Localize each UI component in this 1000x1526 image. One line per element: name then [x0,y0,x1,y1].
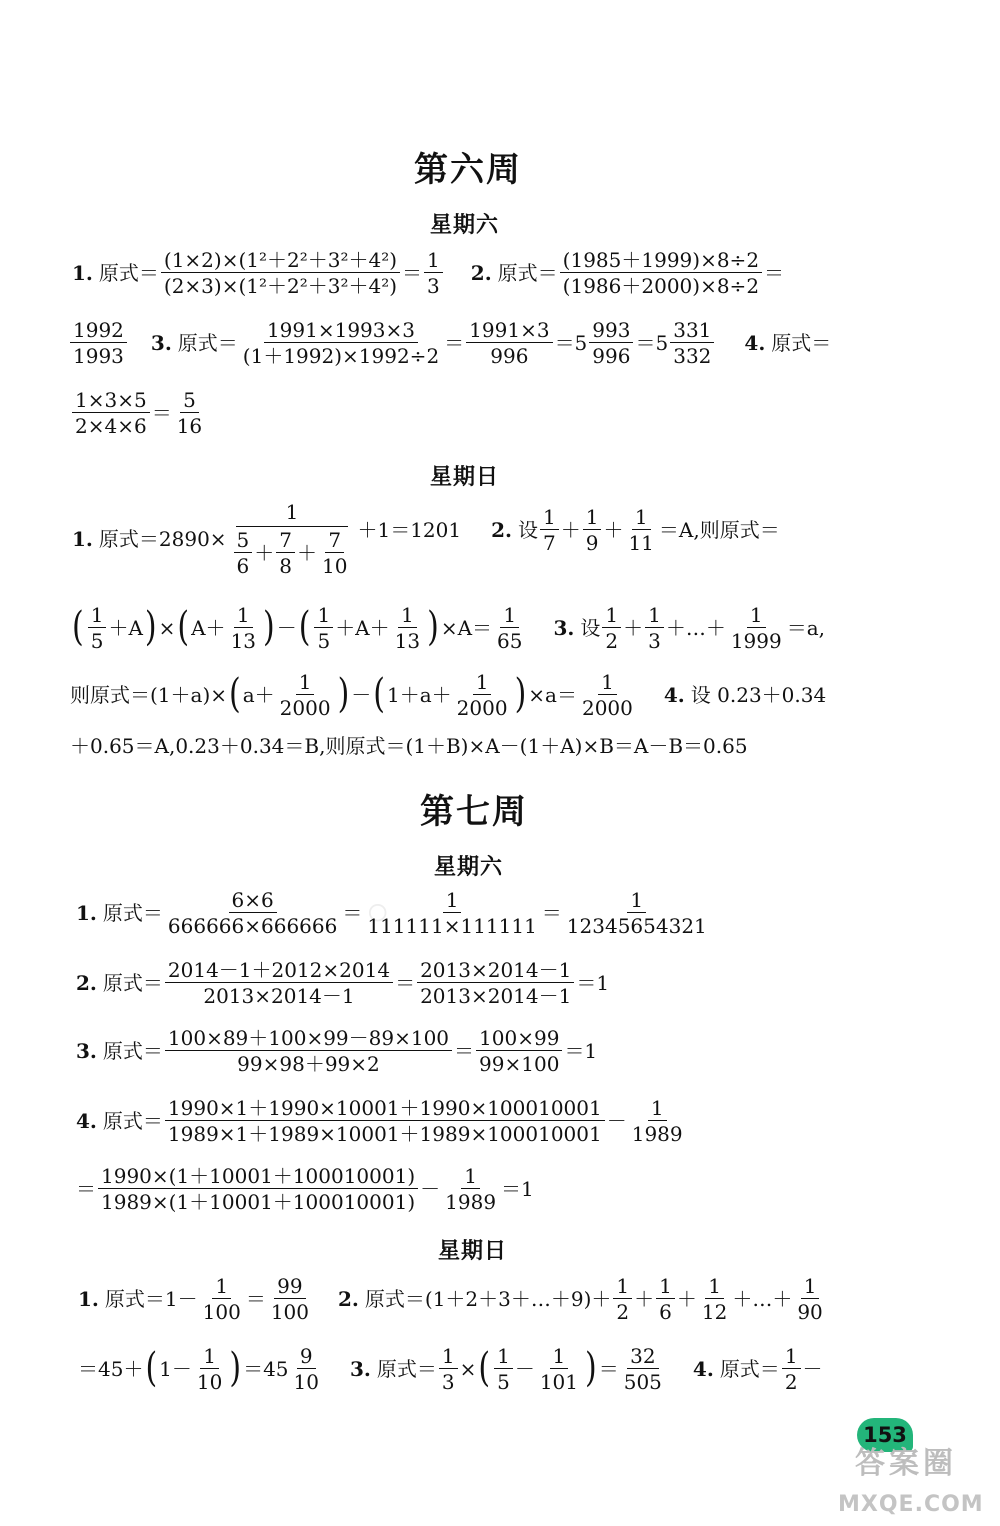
numerator: 1 [540,507,559,530]
denominator: 2000 [456,696,508,720]
fraction [98,1166,418,1212]
times: × [459,1357,477,1381]
fraction [392,605,423,651]
denominator: 10 [322,554,348,578]
item-number: 3. [349,1357,371,1381]
paren-left: ( [72,603,84,651]
paren-left: ( [177,603,190,651]
plus: ＋…＋ [665,616,726,640]
fraction [583,507,602,553]
fraction [165,1098,605,1144]
numerator: 6×6 [229,890,277,913]
text: 原式＝ [102,971,163,995]
w7-sat-line5 [76,1166,534,1212]
numerator: 1 [613,1276,632,1299]
equals: ＝45 [243,1357,289,1381]
equals: ＝ [402,261,423,285]
text: 原式＝ [771,331,832,355]
item-number: 2. [76,971,97,995]
denominator: 2000 [581,696,633,720]
paren-right: ) [263,603,275,651]
fraction [268,1276,312,1322]
item-number: 1. [72,261,93,285]
text: ＋ [603,518,624,542]
numerator: 993 [589,320,633,343]
fraction [228,605,259,651]
denominator: 7 [542,531,556,555]
numerator: 5 [180,390,199,413]
numerator: 1 [747,605,766,628]
w6-sun-line3 [70,672,826,718]
denominator: 99×100 [479,1052,560,1076]
paren-right: ) [427,603,439,651]
denominator: 16 [176,414,203,438]
text: ＋ [254,541,275,565]
numerator: 100×99 [476,1028,562,1051]
text: ＝45＋ [78,1357,144,1381]
fraction [424,250,443,296]
w7-sun-line1 [78,1276,828,1322]
numerator: 1 [212,1276,231,1299]
denominator: 100 [202,1300,241,1324]
denominator: 101 [539,1370,579,1394]
item-number: 1. [72,527,93,551]
denominator: (1＋1992)×1992÷2 [242,344,440,368]
minus: － [514,1357,535,1381]
fraction [174,390,205,436]
text: 原式＝ [497,261,558,285]
fraction [88,605,107,651]
numerator: 1 [439,1346,458,1369]
text: 原式＝ [719,1357,780,1381]
numerator: 1990×(1＋10001＋100010001) [98,1166,418,1189]
item-number: 1. [78,1287,99,1311]
numerator: 1 [627,890,646,913]
fraction [234,530,253,576]
fraction [494,605,525,651]
equals: ＝ [151,401,172,425]
numerator: 1 [632,507,651,530]
fraction [589,320,633,366]
complex-fraction [229,502,356,576]
minus: － [276,616,297,640]
denominator: 13 [230,629,257,653]
numerator: 1 [88,605,107,628]
numerator: 1 [656,1276,675,1299]
equals: ＝1 [501,1177,534,1201]
minus: － [606,1109,627,1133]
numerator: 1 [598,672,617,695]
equals: ＝ [541,901,562,925]
equals: ＝ [395,971,416,995]
watermark-url: MXQE.COM [838,1492,984,1517]
text: 原式＝ [177,331,238,355]
w6-sun-line2 [70,605,825,651]
denominator: (1986＋2000)×8÷2 [562,274,760,298]
equals: ＝1 [576,971,610,995]
numerator: 1 [398,605,417,628]
equals: ＝ [598,1357,619,1381]
fraction [70,320,127,366]
denominator: 996 [490,344,529,368]
fraction [670,320,714,366]
paren-left: ( [478,1344,491,1392]
numerator: 1 [236,502,349,527]
denominator: 3 [648,629,661,653]
denominator: 12 [701,1300,728,1324]
denominator: 996 [592,344,631,368]
fraction [728,605,785,651]
plus: ＋ [634,1287,655,1311]
fraction [161,250,400,296]
numerator: 1 [705,1276,724,1299]
fraction [621,1346,665,1392]
text: A＋ [191,616,226,640]
paren-right: ) [144,603,157,651]
denominator: 1989×1＋1989×10001＋1989×100010001 [167,1122,602,1146]
fraction [417,960,574,1006]
item-number: 1. [76,901,97,925]
text: ＋A [108,616,143,640]
fraction [165,960,393,1006]
fraction [165,890,340,936]
w6-sun-line1 [72,502,780,576]
paren-left: ( [229,670,241,718]
fraction [291,1346,322,1392]
text: 原式＝ [102,1039,163,1063]
equals: ＝ [444,331,465,355]
text: a＋ [242,683,275,707]
text: 1＋a＋ [387,683,452,707]
denominator: 9 [585,531,599,555]
fraction [194,1346,225,1392]
w6-sun-line4 [70,736,748,756]
denominator: 2 [605,629,619,653]
equals: ＝ [764,261,785,285]
denominator: 8 [279,554,293,578]
paren-left: ( [373,670,386,718]
denominator: 11 [628,531,654,555]
text: 原式＝ [98,261,159,285]
fraction [629,1098,686,1144]
plus: ＋…＋ [732,1287,793,1311]
denominator: 6 [236,554,250,578]
week6-title: 第六周 [414,150,522,190]
numerator: 1990×1＋1990×10001＋1990×100010001 [165,1098,605,1121]
item-number: 4. [744,331,766,355]
denominator: 5 [497,1370,510,1394]
page-number-badge: 153 [857,1418,913,1452]
denominator: 1989×(1＋10001＋100010001) [101,1190,416,1214]
numerator: (1985＋1999)×8÷2 [560,250,762,273]
watermark-logo: 答案圈 [855,1446,957,1481]
week7-title: 第七周 [420,792,528,832]
numerator: 1 [296,672,315,695]
paren-right: ) [337,670,350,718]
minus: － [420,1177,441,1201]
times: × [158,616,176,640]
numerator: 1991×3 [466,320,552,343]
text: ＋1＝1201 [357,518,462,542]
fraction [613,1276,632,1322]
denominator: 1989 [445,1190,497,1214]
item-number: 3. [76,1039,97,1063]
w7-sat-line4 [76,1098,688,1144]
w6-sat-line3 [70,390,207,436]
numerator: 2013×2014－1 [417,960,574,983]
paren-right: ) [585,1344,597,1392]
w6-sat-line2 [68,320,831,366]
fraction [602,605,621,651]
fraction [314,605,333,651]
numerator: 1992 [70,320,127,343]
text: 原式＝(1＋2＋3＋…＋9)＋ [364,1287,612,1311]
text: ＋ [560,518,581,542]
fraction [442,1166,499,1212]
item-number: 2. [491,518,512,542]
numerator: 1 [461,1166,480,1189]
w6-sat-line1 [72,250,784,296]
w7-sat-line2 [76,960,609,1006]
numerator: 1991×1993×3 [264,320,418,343]
numerator: 1 [424,250,443,273]
fraction [364,890,539,936]
fraction [476,1028,562,1074]
numerator: 1 [602,605,621,628]
text: 原式＝ [102,1109,163,1133]
text: 原式＝1－ [104,1287,198,1311]
fraction [782,1346,801,1392]
text: ×a＝ [528,683,577,707]
numerator: 7 [276,530,295,553]
item-number: 2. [470,261,492,285]
text: 原式＝ [376,1357,437,1381]
denominator: 111111×111111 [367,914,537,938]
minus: － [351,683,372,707]
numerator: 1 [550,1346,569,1369]
fraction [579,672,636,718]
paren-left: ( [145,1344,158,1392]
numerator: 1 [782,1346,801,1369]
denominator: 2 [784,1370,798,1394]
numerator: (1×2)×(1²＋2²＋3²＋4²) [161,250,400,273]
denominator: 2013×2014－1 [203,984,355,1008]
numerator: 1 [473,672,492,695]
minus: － [802,1357,823,1381]
denominator: 5 [317,629,331,653]
text: 设 [580,616,601,640]
sum-expr [518,507,780,553]
text: 设 0.23＋0.34 [690,683,827,707]
denominator: 666666×666666 [167,914,338,938]
text: ＝a, [786,616,826,640]
numerator: 1 [645,605,664,628]
text: 则原式＝(1＋a)× [70,683,228,707]
fraction [454,672,511,718]
denominator: 100 [270,1300,309,1324]
numerator: 1×3×5 [72,390,150,413]
numerator: 1 [494,1346,513,1369]
text: 1－ [159,1357,192,1381]
item-number: 3. [150,331,172,355]
denominator: 1989 [631,1122,683,1146]
text: ×A＝ [440,616,493,640]
text: 原式＝2890× [98,527,227,551]
fraction [439,1346,458,1392]
denominator: (2×3)×(1²＋2²＋3²＋4²) [163,274,398,298]
numerator: 5 [234,530,253,553]
denominator: 2×4×6 [75,414,147,438]
item-number: 3. [553,616,575,640]
item-number: 4. [692,1357,714,1381]
denominator: 332 [673,344,712,368]
fraction [699,1276,730,1322]
paren-right: ) [229,1344,242,1392]
numerator: 100×89＋100×99－89×100 [165,1028,452,1051]
numerator: 1 [443,890,462,913]
numerator: 1 [234,605,253,628]
denominator: 3 [427,274,440,298]
numerator: 2014－1＋2012×2014 [165,960,393,983]
text: ＋0.65＝A,0.23＋0.34＝B,则原式＝(1＋B)×A－(1＋A)×B＝A－B＝0.65 [70,734,748,758]
fraction [319,530,350,576]
numerator: 99 [274,1276,305,1299]
w7-sat-line3 [76,1028,597,1074]
denominator: 505 [623,1370,662,1394]
numerator: 7 [325,530,344,553]
fraction [494,1346,513,1392]
text: ＝A,则原式＝ [658,518,780,542]
text: 原式＝ [102,901,163,925]
equals: ＝5 [554,331,588,355]
equals: ＝ [76,1177,96,1201]
fraction [645,605,664,651]
numerator: 1 [583,507,602,530]
plus: ＋ [623,616,644,640]
text: 设 [517,518,538,542]
fraction [277,672,334,718]
numerator: 331 [670,320,714,343]
fraction [72,390,150,436]
denominator: 12345654321 [566,914,707,938]
item-number: 4. [76,1109,97,1133]
fraction [466,320,552,366]
fraction [560,250,762,296]
fraction [200,1276,244,1322]
week7-sun-heading: 星期日 [438,1238,508,1264]
denominator: 1999 [730,629,782,653]
fraction [276,530,295,576]
denominator [229,527,356,576]
w7-sat-line1 [76,890,712,936]
denominator: 6 [659,1300,672,1324]
numerator: 1 [500,605,519,628]
denominator: 65 [497,629,523,653]
fraction [794,1276,825,1322]
denominator: 90 [797,1300,823,1324]
paren-left: ( [298,603,311,651]
fraction [564,890,710,936]
numerator: 1 [801,1276,820,1299]
denominator: 2000 [279,696,331,720]
plus: ＋ [676,1287,697,1311]
denominator: 5 [90,629,104,653]
fraction [540,507,559,553]
week7-sat-heading: 星期六 [434,854,504,880]
denominator: 1993 [73,344,124,368]
faint-watermark: ◦ [360,880,396,950]
fraction [165,1028,452,1074]
item-number: 2. [338,1287,359,1311]
numerator: 1 [648,1098,667,1121]
equals: ＝ [342,901,363,925]
week6-sat-heading: 星期六 [430,212,500,238]
fraction [625,507,656,553]
numerator: 32 [627,1346,658,1369]
fraction [240,320,442,366]
equals: ＝ [245,1287,266,1311]
denominator: 10 [293,1370,319,1394]
w7-sun-line2 [78,1346,823,1392]
denominator: 10 [196,1370,223,1394]
paren-right: ) [514,670,527,718]
denominator: 2013×2014－1 [420,984,572,1008]
equals: ＝5 [635,331,669,355]
week6-sun-heading: 星期日 [430,464,500,490]
item-number: 4. [663,683,685,707]
fraction [656,1276,675,1322]
numerator: 1 [314,605,333,628]
equals: ＝1 [564,1039,598,1063]
text: ＋A＋ [335,616,390,640]
fraction [537,1346,581,1392]
equals: ＝ [454,1039,475,1063]
text: ＋ [297,541,318,565]
denominator: 99×98＋99×2 [237,1052,380,1076]
denominator: 3 [441,1370,455,1394]
denominator: 13 [394,629,421,653]
numerator: 9 [297,1346,316,1369]
denominator: 2 [616,1300,630,1324]
numerator: 1 [200,1346,219,1369]
